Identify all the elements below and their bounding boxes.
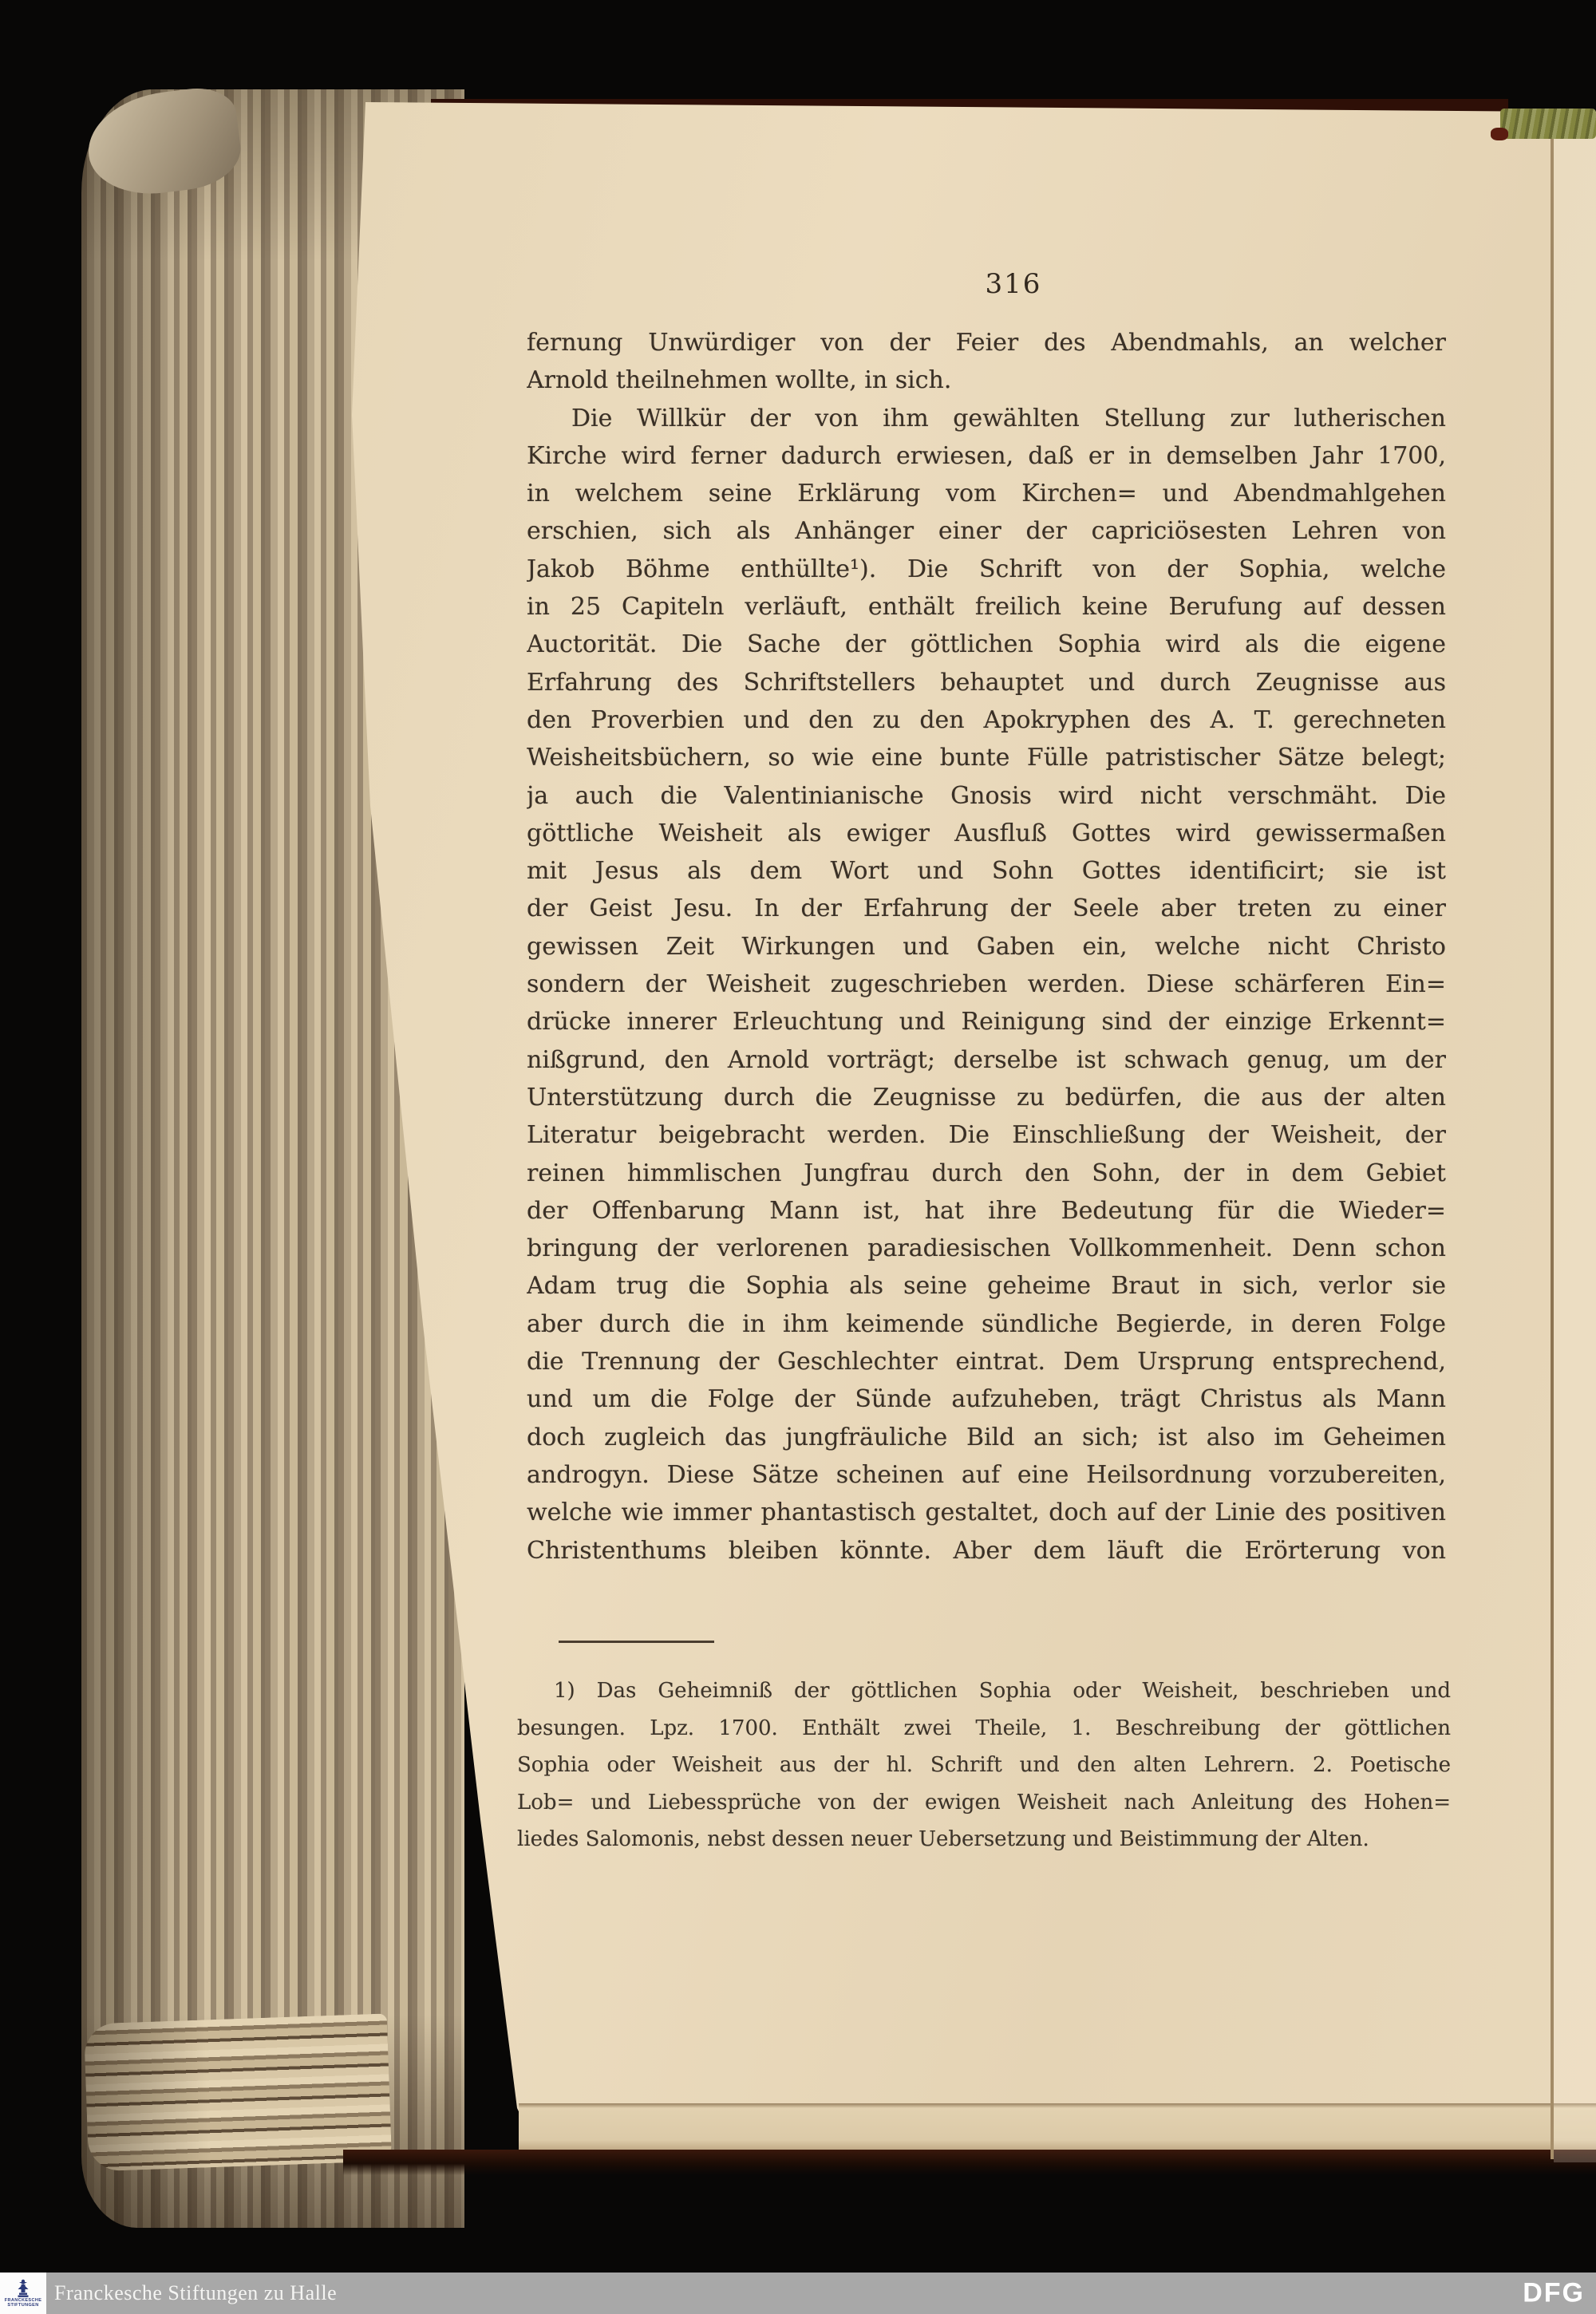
text-line: 1) Das Geheimniß der göttlichen Sophia oder Weisheit, beschrieben und (554, 1679, 1451, 1703)
franckesche-stiftungen-logo (0, 2273, 46, 2314)
underlying-page-edge (519, 2103, 1596, 2154)
text-line: Literatur beigebracht werden. Die Einschließung der Weisheit, der (527, 1121, 1446, 1150)
text-line: reinen himmlischen Jungfrau durch den Sohn, der in dem Gebiet (527, 1159, 1446, 1187)
text-line: Jakob Böhme enthüllte¹). Die Schrift von der Sophia, welche (527, 555, 1446, 583)
text-line: in welchem seine Erklärung vom Kirchen= und Abendmahlgehen (527, 480, 1446, 508)
text-line: doch zugleich das jungfräuliche Bild an sich; ist also im Geheimen (527, 1423, 1446, 1451)
text-line: Erfahrung des Schriftstellers behauptet und durch Zeugnisse aus (527, 668, 1446, 697)
text-line: gewissen Zeit Wirkungen und Gaben ein, welche nicht Christo (527, 932, 1446, 961)
footnote-separator (559, 1641, 714, 1643)
text-line: ja auch die Valentinianische Gnosis wird nicht verschmäht. Die (527, 781, 1446, 810)
footnote (517, 1672, 1451, 1858)
text-line: mit Jesus als dem Wort und Sohn Gottes identificirt; sie ist (527, 857, 1446, 886)
text-line: fernung Unwürdiger von der Feier des Abendmahls, an welcher (527, 329, 1446, 357)
text-line: Auctorität. Die Sache der göttlichen Sophia wird als die eigene (527, 630, 1446, 659)
book-headband (1500, 109, 1596, 139)
body-text (527, 324, 1446, 1570)
fs-logo-text-line2: STIFTUNGEN (7, 2303, 39, 2308)
text-line: und um die Folge der Sünde aufzuheben, trägt Christus als Mann (527, 1385, 1446, 1414)
text-line: besungen. Lpz. 1700. Enthält zwei Theile, 1. Beschreibung der göttlichen (517, 1716, 1451, 1740)
curled-page-bottom (84, 2013, 392, 2171)
text-line: Unterstützung durch die Zeugnisse zu bedürfen, die aus der alten (527, 1083, 1446, 1112)
library-name-label: Franckesche Stiftungen zu Halle (54, 2281, 338, 2304)
text-line: Adam trug die Sophia als seine geheime Braut in sich, verlor sie (527, 1272, 1446, 1301)
text-line: Kirche wird ferner dadurch erwiesen, daß er in demselben Jahr 1700, (527, 441, 1446, 470)
text-line: liedes Salomonis, nebst dessen neuer Uebersetzung und Beistimmung der Alten. (517, 1827, 1369, 1852)
text-line: aber durch die in ihm keimende sündliche Begierde, in deren Folge (527, 1309, 1446, 1338)
text-line: der Offenbarung Mann ist, hat ihre Bedeutung für die Wieder= (527, 1196, 1446, 1225)
text-line: drücke innerer Erleuchtung und Reinigung sind der einzige Erkennt= (527, 1008, 1446, 1037)
text-line: Die Willkür der von ihm gewählten Stellung zur lutherischen (571, 404, 1446, 432)
dfg-logo: DFG (1523, 2277, 1585, 2308)
text-line: göttliche Weisheit als ewiger Ausfluß Gottes wird gewissermaßen (527, 819, 1446, 847)
text-line: Weisheitsbüchern, so wie eine bunte Fülle patristischer Sätze belegt; (527, 744, 1446, 772)
franckesche-stiftungen-icon (14, 2279, 32, 2298)
text-line: in 25 Capiteln verläuft, enthält freilich keine Berufung auf dessen (527, 593, 1446, 622)
text-line: nißgrund, den Arnold vorträgt; derselbe ist schwach genug, um der (527, 1045, 1446, 1074)
text-line: den Proverbien und den zu den Apokryphen des A. T. gerechneten (527, 705, 1446, 734)
page-bottom-shadow (343, 2150, 1596, 2175)
text-line: Christenthums bleiben könnte. Aber dem läuft die Erörterung von (527, 1536, 1446, 1565)
text-line: sondern der Weisheit zugeschrieben werden. Diese schärferen Ein= (527, 970, 1446, 999)
text-line: bringung der verlorenen paradiesischen Vollkommenheit. Denn schon (527, 1234, 1446, 1263)
text-line: erschien, sich als Anhänger einer der capriciösesten Lehren von (527, 517, 1446, 546)
text-line: Lob= und Liebessprüche von der ewigen Weisheit nach Anleitung des Hohen= (517, 1790, 1451, 1814)
text-line: der Geist Jesu. In der Erfahrung der Seele aber treten zu einer (527, 894, 1446, 923)
viewer-footer-bar (0, 2273, 1596, 2314)
text-line: Arnold theilnehmen wollte, in sich. (527, 366, 952, 395)
text-line: die Trennung der Geschlechter eintrat. Dem Ursprung entsprechend, (527, 1348, 1446, 1376)
text-line: welche wie immer phantastisch gestaltet, doch auf der Linie des positiven (527, 1499, 1446, 1527)
text-line: androgyn. Diese Sätze scheinen auf eine Heilsordnung vorzubereiten, (527, 1460, 1446, 1489)
text-line: Sophia oder Weisheit aus der hl. Schrift und den alten Lehrern. 2. Poetische (517, 1753, 1451, 1778)
page-number: 316 (985, 268, 1042, 300)
fs-logo-text-line1: FRANCKESCHE (4, 2297, 42, 2303)
headband-spot (1491, 128, 1508, 140)
next-page-edge (1554, 113, 1596, 2162)
